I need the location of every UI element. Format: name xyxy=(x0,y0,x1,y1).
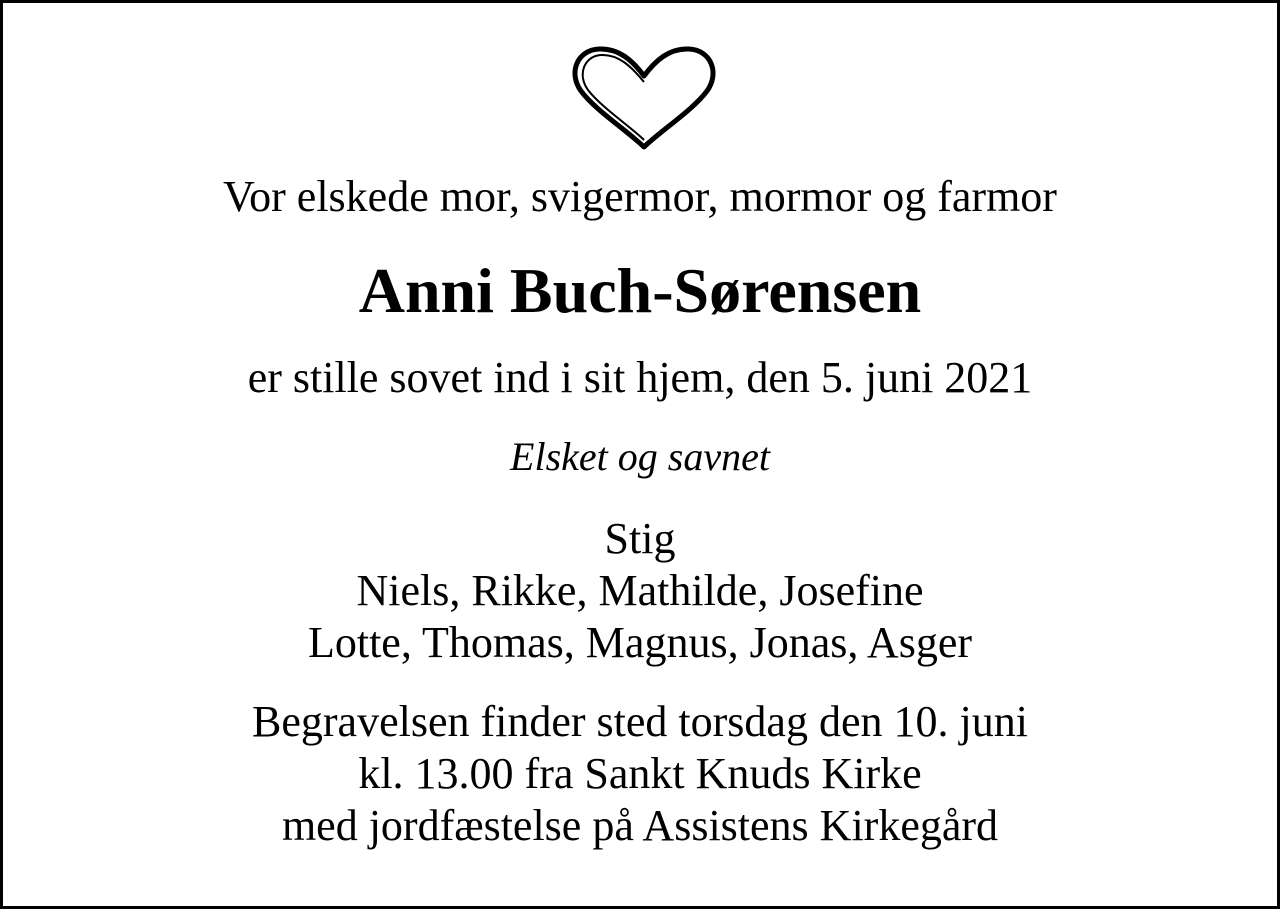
mourner-line: Niels, Rikke, Mathilde, Josefine xyxy=(356,566,924,615)
funeral-details xyxy=(3,696,1277,852)
tagline: Elsket og savnet xyxy=(510,434,770,479)
mourner-line: Stig xyxy=(604,514,676,563)
passing-line: er stille sovet ind i sit hjem, den 5. juni 2021 xyxy=(247,353,1033,402)
funeral-line: Begravelsen finder sted torsdag den 10. juni xyxy=(252,697,1028,746)
funeral-line: kl. 13.00 fra Sankt Knuds Kirke xyxy=(358,749,922,798)
deceased-name: Anni Buch-Sørensen xyxy=(358,255,922,326)
mourner-line: Lotte, Thomas, Magnus, Jonas, Asger xyxy=(307,618,973,667)
funeral-line: med jordfæstelse på Assistens Kirkegård xyxy=(281,801,999,850)
heart-outline-icon xyxy=(571,43,717,153)
mourners-list xyxy=(3,513,1277,669)
intro-line: Vor elskede mor, svigermor, mormor og farmor xyxy=(223,172,1057,221)
